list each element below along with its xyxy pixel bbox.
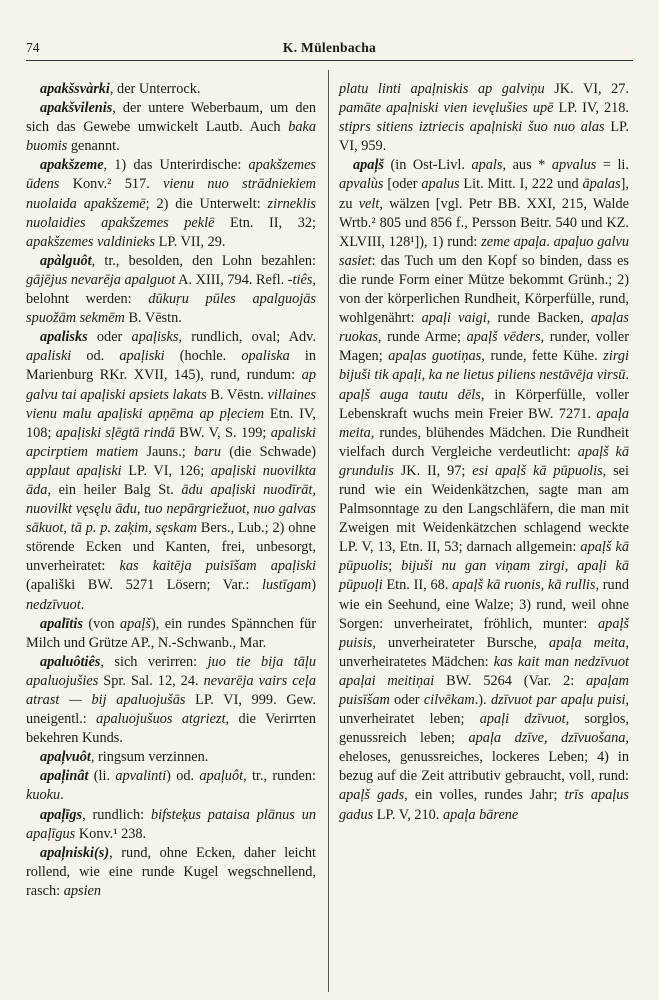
dictionary-entry: apaluôtiês, sich verirren: juo tie bija tāļu apaluojušies Spr. Sal. 12, 24. nevarēja vairs ceļa atrast — bij apaluojušās LP. VI, 999. Gew. uneigentl.: apaluojušuos atgriezt, die Verirrten bekehren Kunds.	[26, 653, 317, 747]
dictionary-entry: apaļinât (li. apvalinti) od. apaļuôt, tr., runden: kuoku.	[26, 768, 316, 804]
dictionary-entry: apaļvuôt, ringsum verzinnen.	[40, 749, 209, 766]
dictionary-entry: apalītis (von apaļš), ein rundes Spännchen für Milch und Grütze AP., N.-Schwanb., Mar.	[26, 615, 317, 651]
dictionary-entry: apakšzeme, 1) das Unterirdische: apakšzemes ūdens Konv.² 517. vienu nuo strādniekiem nuolaida apakšzemē; 2) die Unterwelt: zirneklis nuolaidies apakšzemes peklē Etn. II, 32; apakšzemes valdinieks LP. VII, 29.	[26, 157, 316, 250]
dictionary-entry: apaļniski(s), rund, ohne Ecken, daher leicht rollend, wie eine runde Kugel wegschnellend, rasch: apsien	[26, 844, 316, 899]
left-column	[26, 80, 316, 901]
page-header	[26, 40, 633, 60]
running-title: K. Mülenbacha	[282, 40, 377, 55]
dictionary-entry: apaļš (in Ost-Livl. apals, aus * apvalus = li. apvalùs [oder apalus Lit. Mitt. I, 222 und āpalas], zu velt, wälzen [vgl. Petr BB. XXI, 215, Walde Wrtb.² 805 und 856 f., Persson Beitr. 540 und KZ. XLVIII, 128¹]), 1) rund: zeme apaļa. apaļuo galvu sasiet: das Tuch um den Kopf so binden, dass es die runde Form einer Mütze bekommt Grünh.; 2) von der körperlichen Rundheit, Körperfülle, rund, wohlgenährt: apaļi vaigi, runde Backen, apaļas ruokas, runde Arme; apaļš vēders, runder, voller Magen; apaļas guotiņas, runde, fette Kühe. zirgi bijuši tik apaļi, ka ne lietus piliens nestāvēja virsū. apaļš auga tautu dēls, in Körperfülle, voller Lebenskraft wuchs mein Freier BW. 7271. apaļa meita, rundes, blühendes Mädchen. Die Rundheit vielfach durch Vergleiche verdeutlicht: apaļš kā grundulis JK. II, 97; esi apaļš kā pūpuolis, sei rund wie ein Weidenkätzchen, sagte man am Palmsonntage zu den Langschläfern, die man mit Zweigen mit Weidenkätzchen schlagend weckte LP. V, 13, Etn. II, 53; darnach allgemein: apaļš kā pūpuolis; bijuši nu gan viņam zirgi, apaļi kā pūpuoļi Etn. II, 68. apaļš kā ruonis, kā rullis, rund wie ein Seehund, eine Walze; 3) rund, weil ohne Sorgen: unverheiratet, fröhlich, munter: apaļš puisis, unverheirateter Bursche, apaļa meita, unverheiratetes Mädchen: kas kait man nedzīvuot apaļai meitiņai BW. 5264 (Var. 2: apaļam puisīšam oder cilvēkam.). dzīvuot par apaļu puisi, unverheiratet leben; apaļi dzīvuot, sorglos, genussreich leben; apaļa dzīve, dzīvuošana, eheloses, genussreiches, lockeres Leben; 4) in bezug auf die Zeit attributiv gebraucht, voll, rund: apaļš gads, ein volles, rundes Jahr; trīs apaļus gadus LP. V, 210. apaļa bārene	[339, 157, 630, 823]
dictionary-entry: apaļīgs, rundlich: bifsteķus pataisa plānus un apaļīgus Konv.¹ 238.	[26, 806, 316, 842]
dictionary-entry: apàlguôt, tr., besolden, den Lohn bezahlen: gājējus nevarēja apalguot A. XIII, 794. Refl. -tiês, belohnt werden: dūkuṛu pūles apalguojās spuožām sekmēm B. Vēstn.	[26, 252, 316, 327]
page-number: 74	[26, 40, 40, 55]
dictionary-entry: apakšvilenis, der untere Weberbaum, um den sich das Gewebe umwickelt Lautb. Auch baka buomis genannt.	[26, 100, 316, 155]
right-column	[339, 80, 629, 825]
column-divider	[328, 70, 329, 992]
dictionary-entry: apalisks oder apaļisks, rundlich, oval; Adv. apaliski od. apaļiski (hochle. opaliska in Marienburg RKr. XVII, 145), rund, rundum: ap galvu tai apaļiski apsiets lakats B. Vēstn. villaines vienu malu apaļiski apņēma ap pļeciem Etn. IV, 108; apaļiski sļēgtā rindā BW. V, S. 199; apaliski apcirptiem matiem Jauns.; baru (die Schwade) applaut apaļiski LP. VI, 126; apaļiski nuovilkta āda, ein heiler Balg St. ādu apaļiski nuodīrāt, nuovilkt vęsęlu ādu, tuo nepārgriežuot, nuo galvas sākuot, tā p. p. zaķim, sęskam Bers., Lub.; 2) ohne störende Ecken und Kanten, frei, unbesorgt, unverheiratet: kas kaitēja puisīšam apaļiski (apališki BW. 5271 Lösern; Var.: lustīgam) nedzīvuot.	[26, 329, 317, 613]
dictionary-entry: platu linti apaļniskis ap galviņu JK. VI, 27. pamāte apaļniski vien ievęlušies upē LP. IV, 218. stiprs sitiens iztriecis apaļniski šuo nuo alas LP. VI, 959.	[339, 81, 630, 155]
header-rule	[26, 60, 633, 61]
dictionary-entry: apakšsvàrki, der Unterrock.	[40, 81, 201, 97]
